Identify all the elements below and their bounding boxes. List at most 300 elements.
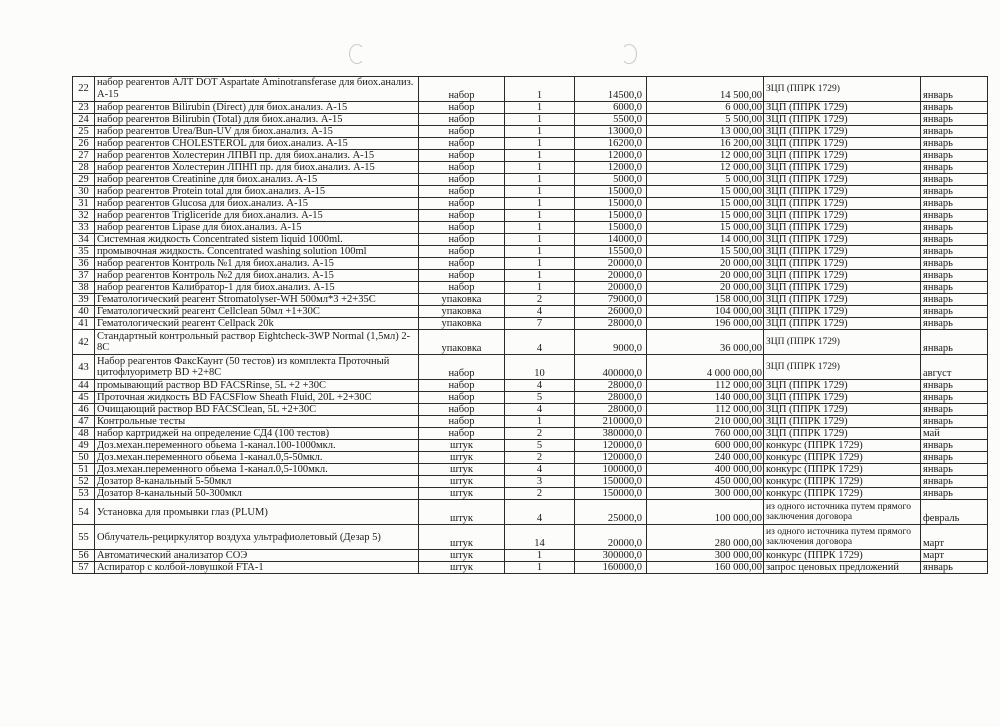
- unit-price-cell: 400000,0: [575, 355, 647, 380]
- procurement-method-cell: ЗЦП (ППРК 1729): [764, 234, 921, 246]
- row-number-cell: 41: [73, 318, 95, 330]
- delivery-month-cell: январь: [921, 562, 988, 574]
- unit-of-measure-cell: штук: [419, 562, 505, 574]
- table-row: [73, 186, 988, 198]
- unit-of-measure-cell: штук: [419, 488, 505, 500]
- quantity-cell: 5: [505, 440, 575, 452]
- procurement-method-cell: ЗЦП (ППРК 1729): [764, 282, 921, 294]
- unit-price-cell: 15500,0: [575, 246, 647, 258]
- row-number-cell: 35: [73, 246, 95, 258]
- quantity-cell: 2: [505, 452, 575, 464]
- row-number-cell: 43: [73, 355, 95, 380]
- table-row: [73, 306, 988, 318]
- row-number-cell: 37: [73, 270, 95, 282]
- item-name-cell: Гематологический реагент Cellpack 20k: [95, 318, 419, 330]
- table-row: [73, 562, 988, 574]
- unit-price-cell: 28000,0: [575, 404, 647, 416]
- total-amount-cell: 15 000,00: [647, 186, 764, 198]
- procurement-method-cell: ЗЦП (ППРК 1729): [764, 330, 921, 355]
- table-row: [73, 126, 988, 138]
- delivery-month-cell: март: [921, 525, 988, 550]
- unit-price-cell: 120000,0: [575, 452, 647, 464]
- procurement-method-cell: ЗЦП (ППРК 1729): [764, 162, 921, 174]
- item-name-cell: Стандартный контрольный раствор Eightcheck-3WP Normal (1,5мл) 2-8С: [95, 330, 419, 355]
- unit-price-cell: 20000,0: [575, 282, 647, 294]
- unit-of-measure-cell: штук: [419, 452, 505, 464]
- total-amount-cell: 5 000,00: [647, 174, 764, 186]
- procurement-method-cell: ЗЦП (ППРК 1729): [764, 150, 921, 162]
- table-row: [73, 162, 988, 174]
- unit-of-measure-cell: набор: [419, 258, 505, 270]
- item-name-cell: Доз.механ.переменного обьема 1-канал.0,5-50мкл.: [95, 452, 419, 464]
- unit-price-cell: 20000,0: [575, 258, 647, 270]
- delivery-month-cell: январь: [921, 404, 988, 416]
- row-number-cell: 55: [73, 525, 95, 550]
- unit-price-cell: 26000,0: [575, 306, 647, 318]
- quantity-cell: 4: [505, 500, 575, 525]
- row-number-cell: 52: [73, 476, 95, 488]
- table-row: [73, 294, 988, 306]
- unit-of-measure-cell: штук: [419, 440, 505, 452]
- quantity-cell: 1: [505, 416, 575, 428]
- table-row: [73, 270, 988, 282]
- quantity-cell: 1: [505, 186, 575, 198]
- punch-hole-mark: [621, 44, 637, 64]
- delivery-month-cell: январь: [921, 186, 988, 198]
- procurement-method-cell: ЗЦП (ППРК 1729): [764, 270, 921, 282]
- item-name-cell: промывающий раствор BD FACSRinse, 5L +2 +30С: [95, 380, 419, 392]
- table-row: [73, 282, 988, 294]
- unit-price-cell: 150000,0: [575, 488, 647, 500]
- unit-price-cell: 20000,0: [575, 525, 647, 550]
- table-row: [73, 404, 988, 416]
- unit-of-measure-cell: набор: [419, 102, 505, 114]
- unit-of-measure-cell: набор: [419, 380, 505, 392]
- unit-price-cell: 210000,0: [575, 416, 647, 428]
- quantity-cell: 1: [505, 77, 575, 102]
- quantity-cell: 1: [505, 150, 575, 162]
- unit-price-cell: 15000,0: [575, 198, 647, 210]
- table-row: [73, 550, 988, 562]
- unit-of-measure-cell: набор: [419, 234, 505, 246]
- total-amount-cell: 5 500,00: [647, 114, 764, 126]
- item-name-cell: набор реагентов Urea/Bun-UV для биох.анализ. А-15: [95, 126, 419, 138]
- unit-price-cell: 5000,0: [575, 174, 647, 186]
- item-name-cell: Доз.механ.переменного обьема 1-канал.100-1000мкл.: [95, 440, 419, 452]
- row-number-cell: 51: [73, 464, 95, 476]
- delivery-month-cell: январь: [921, 380, 988, 392]
- quantity-cell: 4: [505, 404, 575, 416]
- total-amount-cell: 760 000,00: [647, 428, 764, 440]
- delivery-month-cell: январь: [921, 162, 988, 174]
- total-amount-cell: 20 000,00: [647, 282, 764, 294]
- quantity-cell: 1: [505, 222, 575, 234]
- unit-of-measure-cell: упаковка: [419, 318, 505, 330]
- total-amount-cell: 14 000,00: [647, 234, 764, 246]
- unit-price-cell: 14500,0: [575, 77, 647, 102]
- item-name-cell: Облучатель-рециркулятор воздуха ультрафиолетовый (Дезар 5): [95, 525, 419, 550]
- procurement-method-cell: ЗЦП (ППРК 1729): [764, 428, 921, 440]
- quantity-cell: 4: [505, 464, 575, 476]
- unit-price-cell: 12000,0: [575, 150, 647, 162]
- procurement-method-cell: ЗЦП (ППРК 1729): [764, 392, 921, 404]
- unit-of-measure-cell: упаковка: [419, 306, 505, 318]
- item-name-cell: набор реагентов Protein total для биох.анализ. А-15: [95, 186, 419, 198]
- total-amount-cell: 14 500,00: [647, 77, 764, 102]
- row-number-cell: 48: [73, 428, 95, 440]
- table-row: [73, 318, 988, 330]
- item-name-cell: набор реагентов Trigliceride для биох.анализ. А-15: [95, 210, 419, 222]
- unit-price-cell: 380000,0: [575, 428, 647, 440]
- procurement-method-cell: ЗЦП (ППРК 1729): [764, 246, 921, 258]
- total-amount-cell: 15 000,00: [647, 198, 764, 210]
- row-number-cell: 36: [73, 258, 95, 270]
- table-row: [73, 392, 988, 404]
- unit-price-cell: 28000,0: [575, 392, 647, 404]
- item-name-cell: набор реагентов Холестерин ЛПВП пр. для биох.анализ. А-15: [95, 150, 419, 162]
- total-amount-cell: 280 000,00: [647, 525, 764, 550]
- delivery-month-cell: январь: [921, 246, 988, 258]
- delivery-month-cell: январь: [921, 306, 988, 318]
- unit-price-cell: 28000,0: [575, 318, 647, 330]
- row-number-cell: 23: [73, 102, 95, 114]
- item-name-cell: Доз.механ.переменного обьема 1-канал.0,5-100мкл.: [95, 464, 419, 476]
- procurement-table: [72, 76, 988, 574]
- quantity-cell: 4: [505, 306, 575, 318]
- item-name-cell: набор реагентов Контроль №2 для биох.анализ. А-15: [95, 270, 419, 282]
- unit-of-measure-cell: набор: [419, 416, 505, 428]
- table-row: [73, 246, 988, 258]
- procurement-method-cell: ЗЦП (ППРК 1729): [764, 416, 921, 428]
- unit-of-measure-cell: набор: [419, 246, 505, 258]
- row-number-cell: 29: [73, 174, 95, 186]
- quantity-cell: 2: [505, 428, 575, 440]
- table-row: [73, 525, 988, 550]
- unit-price-cell: 15000,0: [575, 210, 647, 222]
- row-number-cell: 34: [73, 234, 95, 246]
- procurement-method-cell: ЗЦП (ППРК 1729): [764, 404, 921, 416]
- procurement-method-cell: ЗЦП (ППРК 1729): [764, 318, 921, 330]
- row-number-cell: 40: [73, 306, 95, 318]
- procurement-method-cell: ЗЦП (ППРК 1729): [764, 380, 921, 392]
- unit-price-cell: 28000,0: [575, 380, 647, 392]
- unit-price-cell: 20000,0: [575, 270, 647, 282]
- procurement-method-cell: из одного источника путем прямого заключения договора: [764, 500, 921, 525]
- total-amount-cell: 112 000,00: [647, 404, 764, 416]
- total-amount-cell: 20 000,00: [647, 270, 764, 282]
- item-name-cell: Контрольные тесты: [95, 416, 419, 428]
- unit-of-measure-cell: набор: [419, 114, 505, 126]
- unit-price-cell: 13000,0: [575, 126, 647, 138]
- total-amount-cell: 36 000,00: [647, 330, 764, 355]
- unit-of-measure-cell: набор: [419, 392, 505, 404]
- table-row: [73, 330, 988, 355]
- delivery-month-cell: январь: [921, 294, 988, 306]
- delivery-month-cell: январь: [921, 488, 988, 500]
- total-amount-cell: 196 000,00: [647, 318, 764, 330]
- procurement-method-cell: ЗЦП (ППРК 1729): [764, 174, 921, 186]
- procurement-method-cell: ЗЦП (ППРК 1729): [764, 355, 921, 380]
- procurement-method-cell: конкурс (ППРК 1729): [764, 550, 921, 562]
- procurement-method-cell: ЗЦП (ППРК 1729): [764, 210, 921, 222]
- row-number-cell: 27: [73, 150, 95, 162]
- table-row: [73, 138, 988, 150]
- unit-price-cell: 150000,0: [575, 476, 647, 488]
- row-number-cell: 22: [73, 77, 95, 102]
- delivery-month-cell: январь: [921, 210, 988, 222]
- delivery-month-cell: январь: [921, 416, 988, 428]
- table-row: [73, 210, 988, 222]
- quantity-cell: 1: [505, 210, 575, 222]
- total-amount-cell: 210 000,00: [647, 416, 764, 428]
- unit-price-cell: 15000,0: [575, 222, 647, 234]
- total-amount-cell: 140 000,00: [647, 392, 764, 404]
- row-number-cell: 57: [73, 562, 95, 574]
- row-number-cell: 33: [73, 222, 95, 234]
- quantity-cell: 1: [505, 550, 575, 562]
- unit-of-measure-cell: набор: [419, 404, 505, 416]
- total-amount-cell: 16 200,00: [647, 138, 764, 150]
- delivery-month-cell: январь: [921, 126, 988, 138]
- total-amount-cell: 6 000,00: [647, 102, 764, 114]
- delivery-month-cell: январь: [921, 102, 988, 114]
- item-name-cell: Набор реагентов ФаксКаунт (50 тестов) из комплекта Проточный цитофлуориметр BD +2+8С: [95, 355, 419, 380]
- item-name-cell: набор реагентов Калибратор-1 для биох.анализ. А-15: [95, 282, 419, 294]
- delivery-month-cell: май: [921, 428, 988, 440]
- delivery-month-cell: январь: [921, 138, 988, 150]
- procurement-method-cell: из одного источника путем прямого заключения договора: [764, 525, 921, 550]
- total-amount-cell: 160 000,00: [647, 562, 764, 574]
- unit-of-measure-cell: набор: [419, 198, 505, 210]
- delivery-month-cell: август: [921, 355, 988, 380]
- quantity-cell: 3: [505, 476, 575, 488]
- total-amount-cell: 12 000,00: [647, 162, 764, 174]
- unit-price-cell: 14000,0: [575, 234, 647, 246]
- table-row: [73, 452, 988, 464]
- total-amount-cell: 15 000,00: [647, 222, 764, 234]
- item-name-cell: набор реагентов АЛТ DOT Aspartate Aminotransferase для биох.анализ. А-15: [95, 77, 419, 102]
- row-number-cell: 32: [73, 210, 95, 222]
- quantity-cell: 10: [505, 355, 575, 380]
- unit-of-measure-cell: штук: [419, 525, 505, 550]
- quantity-cell: 1: [505, 270, 575, 282]
- procurement-method-cell: запрос ценовых предложений: [764, 562, 921, 574]
- unit-price-cell: 15000,0: [575, 186, 647, 198]
- unit-price-cell: 5500,0: [575, 114, 647, 126]
- procurement-method-cell: ЗЦП (ППРК 1729): [764, 198, 921, 210]
- quantity-cell: 1: [505, 258, 575, 270]
- row-number-cell: 44: [73, 380, 95, 392]
- unit-price-cell: 79000,0: [575, 294, 647, 306]
- total-amount-cell: 400 000,00: [647, 464, 764, 476]
- row-number-cell: 26: [73, 138, 95, 150]
- item-name-cell: Очищающий раствор BD FACSClean, 5L +2+30С: [95, 404, 419, 416]
- row-number-cell: 45: [73, 392, 95, 404]
- unit-of-measure-cell: набор: [419, 150, 505, 162]
- unit-price-cell: 160000,0: [575, 562, 647, 574]
- procurement-method-cell: конкурс (ППРК 1729): [764, 452, 921, 464]
- item-name-cell: набор реагентов Контроль №1 для биох.анализ. А-15: [95, 258, 419, 270]
- quantity-cell: 7: [505, 318, 575, 330]
- row-number-cell: 46: [73, 404, 95, 416]
- delivery-month-cell: январь: [921, 282, 988, 294]
- unit-of-measure-cell: набор: [419, 282, 505, 294]
- quantity-cell: 2: [505, 294, 575, 306]
- unit-of-measure-cell: набор: [419, 126, 505, 138]
- unit-of-measure-cell: штук: [419, 550, 505, 562]
- procurement-method-cell: конкурс (ППРК 1729): [764, 464, 921, 476]
- total-amount-cell: 100 000,00: [647, 500, 764, 525]
- table-row: [73, 416, 988, 428]
- quantity-cell: 1: [505, 174, 575, 186]
- row-number-cell: 28: [73, 162, 95, 174]
- delivery-month-cell: январь: [921, 270, 988, 282]
- row-number-cell: 53: [73, 488, 95, 500]
- unit-of-measure-cell: набор: [419, 77, 505, 102]
- item-name-cell: набор картриджей на определение СД4 (100 тестов): [95, 428, 419, 440]
- delivery-month-cell: январь: [921, 440, 988, 452]
- procurement-method-cell: ЗЦП (ППРК 1729): [764, 114, 921, 126]
- item-name-cell: Аспиратор с колбой-ловушкой FTA-1: [95, 562, 419, 574]
- total-amount-cell: 450 000,00: [647, 476, 764, 488]
- row-number-cell: 38: [73, 282, 95, 294]
- procurement-method-cell: ЗЦП (ППРК 1729): [764, 126, 921, 138]
- procurement-method-cell: ЗЦП (ППРК 1729): [764, 222, 921, 234]
- total-amount-cell: 240 000,00: [647, 452, 764, 464]
- delivery-month-cell: январь: [921, 174, 988, 186]
- total-amount-cell: 4 000 000,00: [647, 355, 764, 380]
- delivery-month-cell: январь: [921, 258, 988, 270]
- quantity-cell: 1: [505, 198, 575, 210]
- quantity-cell: 14: [505, 525, 575, 550]
- delivery-month-cell: февраль: [921, 500, 988, 525]
- quantity-cell: 1: [505, 138, 575, 150]
- table-row: [73, 464, 988, 476]
- row-number-cell: 31: [73, 198, 95, 210]
- item-name-cell: Гематологический реагент Cellclean 50мл +1+30С: [95, 306, 419, 318]
- row-number-cell: 47: [73, 416, 95, 428]
- unit-of-measure-cell: штук: [419, 464, 505, 476]
- delivery-month-cell: январь: [921, 318, 988, 330]
- quantity-cell: 1: [505, 126, 575, 138]
- total-amount-cell: 104 000,00: [647, 306, 764, 318]
- punch-hole-mark: [349, 44, 365, 64]
- delivery-month-cell: январь: [921, 114, 988, 126]
- delivery-month-cell: январь: [921, 234, 988, 246]
- item-name-cell: Дозатор 8-канальный 50-300мкл: [95, 488, 419, 500]
- unit-price-cell: 12000,0: [575, 162, 647, 174]
- table-row: [73, 476, 988, 488]
- delivery-month-cell: январь: [921, 452, 988, 464]
- unit-price-cell: 25000,0: [575, 500, 647, 525]
- row-number-cell: 54: [73, 500, 95, 525]
- procurement-method-cell: конкурс (ППРК 1729): [764, 488, 921, 500]
- table-row: [73, 234, 988, 246]
- unit-of-measure-cell: набор: [419, 174, 505, 186]
- procurement-method-cell: ЗЦП (ППРК 1729): [764, 77, 921, 102]
- quantity-cell: 1: [505, 282, 575, 294]
- table-row: [73, 198, 988, 210]
- table-row: [73, 488, 988, 500]
- delivery-month-cell: январь: [921, 222, 988, 234]
- unit-of-measure-cell: упаковка: [419, 294, 505, 306]
- delivery-month-cell: январь: [921, 476, 988, 488]
- row-number-cell: 49: [73, 440, 95, 452]
- item-name-cell: промывочная жидкость. Concentrated washing solution 100ml: [95, 246, 419, 258]
- procurement-method-cell: ЗЦП (ППРК 1729): [764, 186, 921, 198]
- table-row: [73, 380, 988, 392]
- table-row: [73, 77, 988, 102]
- item-name-cell: Гематологический реагент Stromatolyser-WH 500мл*3 +2+35С: [95, 294, 419, 306]
- item-name-cell: набор реагентов Bilirubin (Direct) для биох.анализ. А-15: [95, 102, 419, 114]
- unit-of-measure-cell: набор: [419, 210, 505, 222]
- quantity-cell: 4: [505, 380, 575, 392]
- table-row: [73, 440, 988, 452]
- total-amount-cell: 20 000,00: [647, 258, 764, 270]
- quantity-cell: 4: [505, 330, 575, 355]
- row-number-cell: 42: [73, 330, 95, 355]
- unit-price-cell: 9000,0: [575, 330, 647, 355]
- item-name-cell: набор реагентов Lipase для биох.анализ. А-15: [95, 222, 419, 234]
- item-name-cell: набор реагентов Холестерин ЛПНП пр. для биох.анализ. А-15: [95, 162, 419, 174]
- unit-of-measure-cell: штук: [419, 500, 505, 525]
- table-row: [73, 500, 988, 525]
- delivery-month-cell: январь: [921, 330, 988, 355]
- table-row: [73, 114, 988, 126]
- delivery-month-cell: январь: [921, 198, 988, 210]
- quantity-cell: 1: [505, 246, 575, 258]
- procurement-method-cell: конкурс (ППРК 1729): [764, 440, 921, 452]
- total-amount-cell: 158 000,00: [647, 294, 764, 306]
- unit-of-measure-cell: набор: [419, 270, 505, 282]
- row-number-cell: 39: [73, 294, 95, 306]
- unit-of-measure-cell: штук: [419, 476, 505, 488]
- unit-price-cell: 100000,0: [575, 464, 647, 476]
- procurement-method-cell: конкурс (ППРК 1729): [764, 476, 921, 488]
- total-amount-cell: 300 000,00: [647, 488, 764, 500]
- procurement-method-cell: ЗЦП (ППРК 1729): [764, 258, 921, 270]
- delivery-month-cell: январь: [921, 392, 988, 404]
- unit-price-cell: 300000,0: [575, 550, 647, 562]
- delivery-month-cell: январь: [921, 150, 988, 162]
- row-number-cell: 24: [73, 114, 95, 126]
- unit-of-measure-cell: набор: [419, 428, 505, 440]
- unit-of-measure-cell: упаковка: [419, 330, 505, 355]
- table-row: [73, 222, 988, 234]
- unit-of-measure-cell: набор: [419, 186, 505, 198]
- procurement-method-cell: ЗЦП (ППРК 1729): [764, 294, 921, 306]
- unit-of-measure-cell: набор: [419, 222, 505, 234]
- row-number-cell: 56: [73, 550, 95, 562]
- table-row: [73, 355, 988, 380]
- unit-of-measure-cell: набор: [419, 162, 505, 174]
- item-name-cell: набор реагентов Bilirubin (Total) для биох.анализ. А-15: [95, 114, 419, 126]
- total-amount-cell: 13 000,00: [647, 126, 764, 138]
- item-name-cell: набор реагентов CHOLESTEROL для биох.анализ. А-15: [95, 138, 419, 150]
- table-row: [73, 258, 988, 270]
- unit-of-measure-cell: набор: [419, 138, 505, 150]
- delivery-month-cell: январь: [921, 464, 988, 476]
- total-amount-cell: 12 000,00: [647, 150, 764, 162]
- item-name-cell: Системная жидкость Concentrated sistem liquid 1000ml.: [95, 234, 419, 246]
- procurement-method-cell: ЗЦП (ППРК 1729): [764, 102, 921, 114]
- unit-price-cell: 16200,0: [575, 138, 647, 150]
- quantity-cell: 1: [505, 102, 575, 114]
- procurement-method-cell: ЗЦП (ППРК 1729): [764, 306, 921, 318]
- delivery-month-cell: январь: [921, 77, 988, 102]
- total-amount-cell: 112 000,00: [647, 380, 764, 392]
- total-amount-cell: 300 000,00: [647, 550, 764, 562]
